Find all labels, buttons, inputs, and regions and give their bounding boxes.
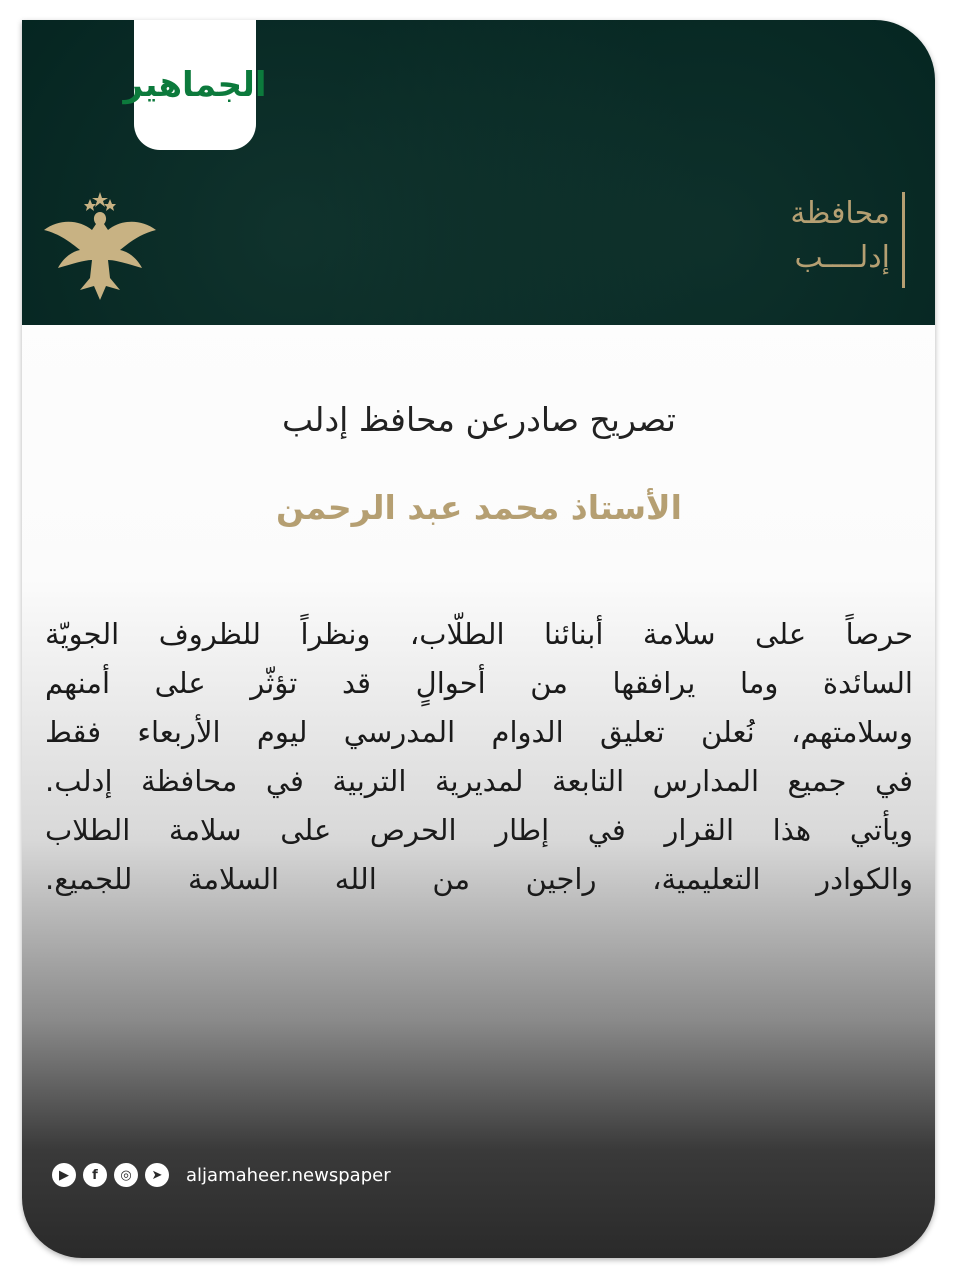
header-banner [22, 20, 935, 325]
eagle-emblem-icon [40, 190, 175, 310]
instagram-icon[interactable]: ◎ [114, 1163, 138, 1187]
body-line: والكوادر التعليمية، راجين من الله السلامة للجميع. [45, 862, 913, 896]
governorate-line2: إدلــــب [794, 240, 890, 275]
body-line: وسلامتهم، نُعلن تعليق الدوام المدرسي ليوم الأربعاء فقط [45, 715, 913, 749]
social-footer [52, 1163, 391, 1187]
body-line: ويأتي هذا القرار في إطار الحرص على سلامة الطلاب [45, 813, 913, 847]
body-line: السائدة وما يرافقها من أحوالٍ قد تؤثّر على أمنهم [45, 666, 913, 700]
body-line: حرصاً على سلامة أبنائنا الطلّاب، ونظراً للظروف الجويّة [45, 617, 913, 651]
divider [902, 192, 905, 288]
logo-text: الجماهير [123, 65, 267, 105]
governorate-label [790, 192, 905, 288]
facebook-icon[interactable]: f [83, 1163, 107, 1187]
youtube-icon[interactable]: ▶ [52, 1163, 76, 1187]
statement-title: تصريح صادرعن محافظ إدلب [282, 400, 676, 439]
governorate-line1: محافظة [790, 196, 890, 231]
statement-body [45, 610, 913, 904]
body-line: في جميع المدارس التابعة لمديرية التربية في محافظة إدلب. [45, 764, 913, 798]
governor-name: الأستاذ محمد عبد الرحمن [276, 488, 682, 527]
aljamaheer-logo [123, 20, 267, 150]
telegram-icon[interactable]: ➤ [145, 1163, 169, 1187]
social-handle: aljamaheer.newspaper [186, 1164, 391, 1186]
